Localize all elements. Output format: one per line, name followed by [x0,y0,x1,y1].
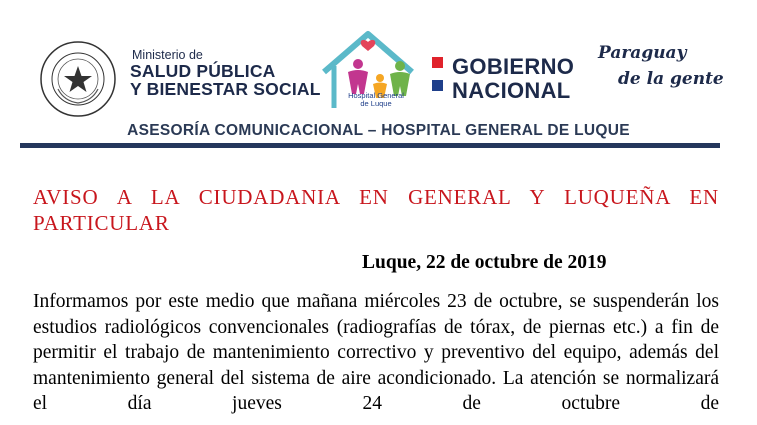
notice-body: Informamos por este medio que mañana miércoles 23 de octubre, se suspenderán los estudios radiológicos convencionales (radiografías de tórax, de piernas etc.) a fin de permitir el trabajo de mantenimiento correctivo y preventivo del equipo, además del mantenimiento general del sistema de aire acondicionado. La atención se normalizará el día jueves 24 de octubre de [33,291,719,414]
ministry-line-2: SALUD PÚBLICA [130,61,276,81]
notice-title: AVISO A LA CIUDADANIA EN GENERAL Y LUQUEÑA EN PARTICULAR [33,185,719,235]
header-divider [20,143,720,148]
slogan-line-2: de la gente [618,69,724,89]
flag-squares-icon [432,57,443,103]
gobierno-nacional-logo [452,55,574,103]
notice-dateline: Luque, 22 de octubre de 2019 [362,252,607,273]
ministry-logo [130,48,321,98]
ministry-line-3: Y BIENESTAR SOCIAL [130,79,321,99]
document-header [0,0,757,150]
communications-banner: ASESORÍA COMUNICACIONAL – HOSPITAL GENERAL DE LUQUE [127,122,630,139]
hospital-logo-text [336,92,416,108]
national-seal-icon [40,41,116,117]
gobierno-line-2: NACIONAL [452,78,571,103]
ministry-line-1: Ministerio de [132,48,203,62]
gobierno-line-1: GOBIERNO [452,54,575,79]
hospital-logo-line-2: de Luque [360,99,392,108]
paraguay-de-la-gente-logo [598,40,724,92]
slogan-line-1: Paraguay [598,43,687,63]
hospital-logo-line-1: Hospital General [348,91,404,100]
